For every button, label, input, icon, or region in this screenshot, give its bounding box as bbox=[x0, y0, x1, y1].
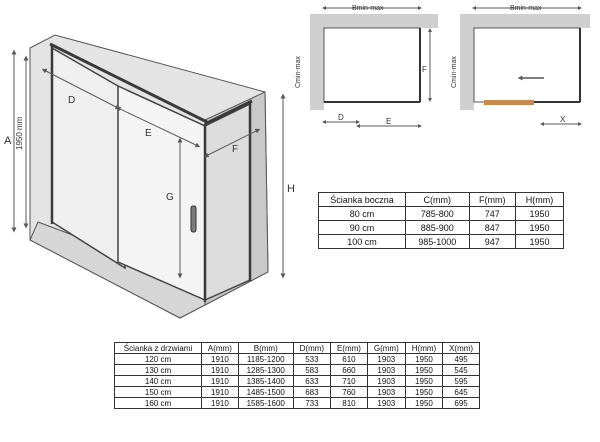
table-cell: 1185-1200 bbox=[238, 354, 293, 365]
dim-label-1950: 1950 mm bbox=[15, 116, 24, 150]
table-cell: 1903 bbox=[367, 365, 405, 376]
table-header-cell: Ścianka boczna bbox=[319, 193, 406, 207]
plan-view-side-panel bbox=[288, 0, 438, 130]
table-cell: 1903 bbox=[367, 376, 405, 387]
table-header-cell: D(mm) bbox=[293, 343, 330, 354]
table-cell: 1903 bbox=[367, 398, 405, 409]
table-cell: 785-800 bbox=[406, 207, 470, 221]
table-row bbox=[319, 207, 564, 221]
dim-label-A: A bbox=[4, 135, 12, 147]
table-cell: 1585-1600 bbox=[238, 398, 293, 409]
table-cell: 1950 bbox=[405, 376, 442, 387]
table-cell: 583 bbox=[293, 365, 330, 376]
plan-left-label-F: F bbox=[422, 65, 427, 74]
table-cell: 847 bbox=[469, 221, 515, 235]
table-cell: 1285-1300 bbox=[238, 365, 293, 376]
table-cell: 985-1000 bbox=[406, 235, 470, 249]
table-cell: 1950 bbox=[516, 221, 564, 235]
plan-right-label-X: X bbox=[560, 115, 566, 124]
wall-top bbox=[460, 14, 590, 28]
table-cell: 760 bbox=[331, 387, 368, 398]
table-cell: 1903 bbox=[367, 387, 405, 398]
plan-right-top-label: Bmin-max bbox=[510, 5, 542, 12]
table-cell: 160 cm bbox=[115, 398, 202, 409]
table-cell: 1950 bbox=[405, 387, 442, 398]
table-cell: 747 bbox=[469, 207, 515, 221]
table-cell: 533 bbox=[293, 354, 330, 365]
table-row bbox=[319, 221, 564, 235]
table-cell: 1950 bbox=[405, 365, 442, 376]
table-row bbox=[115, 354, 480, 365]
table-cell: 1950 bbox=[405, 354, 442, 365]
table-cell: 1950 bbox=[405, 398, 442, 409]
table-cell: 885-900 bbox=[406, 221, 470, 235]
enclosure-outline bbox=[324, 28, 420, 102]
table-cell: 120 cm bbox=[115, 354, 202, 365]
table-cell: 1485-1500 bbox=[238, 387, 293, 398]
table-row bbox=[115, 387, 480, 398]
table-cell: 90 cm bbox=[319, 221, 406, 235]
table-header-cell: G(mm) bbox=[367, 343, 405, 354]
table-cell: 683 bbox=[293, 387, 330, 398]
plan-left-side-label: Cmin-max bbox=[295, 56, 302, 88]
table-cell: 947 bbox=[469, 235, 515, 249]
table-cell: 100 cm bbox=[319, 235, 406, 249]
table-cell: 150 cm bbox=[115, 387, 202, 398]
table-row bbox=[115, 376, 480, 387]
table-cell: 1903 bbox=[367, 354, 405, 365]
wall-left bbox=[310, 14, 324, 110]
table-cell: 545 bbox=[443, 365, 480, 376]
table-cell: 695 bbox=[443, 398, 480, 409]
table-cell: 660 bbox=[331, 365, 368, 376]
shower-perspective-drawing bbox=[0, 0, 310, 330]
wall-left bbox=[460, 14, 474, 110]
plan-left-top-label: Bmin-max bbox=[352, 5, 384, 12]
table-header-cell: C(mm) bbox=[406, 193, 470, 207]
plan-right-side-label: Cmin-max bbox=[451, 56, 458, 88]
table-header-cell: A(mm) bbox=[202, 343, 239, 354]
table-cell: 1910 bbox=[202, 365, 239, 376]
table-cell: 633 bbox=[293, 376, 330, 387]
plan-left-label-D: D bbox=[338, 113, 344, 122]
table-cell: 495 bbox=[443, 354, 480, 365]
table-cell: 1910 bbox=[202, 387, 239, 398]
table-cell: 645 bbox=[443, 387, 480, 398]
dim-label-D: D bbox=[68, 95, 76, 106]
dim-label-G: G bbox=[166, 192, 174, 203]
table-cell: 810 bbox=[331, 398, 368, 409]
table-cell: 610 bbox=[331, 354, 368, 365]
table-cell: 1910 bbox=[202, 398, 239, 409]
table-header-cell: X(mm) bbox=[443, 343, 480, 354]
table-header-cell: B(mm) bbox=[238, 343, 293, 354]
table-row bbox=[319, 235, 564, 249]
table-header-row bbox=[115, 343, 480, 354]
table-cell: 595 bbox=[443, 376, 480, 387]
table-header-cell: Ścianka z drzwiami bbox=[115, 343, 202, 354]
table-header-cell: E(mm) bbox=[331, 343, 368, 354]
table-cell: 1910 bbox=[202, 376, 239, 387]
plan-left-label-E: E bbox=[386, 117, 392, 126]
wall-top bbox=[310, 14, 438, 28]
side-glass-panel bbox=[205, 104, 250, 300]
enclosure-outline bbox=[474, 28, 580, 102]
table-cell: 130 cm bbox=[115, 365, 202, 376]
dim-label-H: H bbox=[287, 183, 295, 195]
table-cell: 1385-1400 bbox=[238, 376, 293, 387]
table-cell: 1910 bbox=[202, 354, 239, 365]
table-cell: 1950 bbox=[516, 235, 564, 249]
door-panel-table bbox=[114, 342, 480, 409]
table-cell: 710 bbox=[331, 376, 368, 387]
table-header-cell: H(mm) bbox=[405, 343, 442, 354]
table-cell: 140 cm bbox=[115, 376, 202, 387]
table-header-cell: F(mm) bbox=[469, 193, 515, 207]
table-cell: 80 cm bbox=[319, 207, 406, 221]
table-cell: 733 bbox=[293, 398, 330, 409]
table-row bbox=[115, 398, 480, 409]
dim-label-E: E bbox=[145, 128, 152, 139]
table-row bbox=[115, 365, 480, 376]
open-door-handle-zone bbox=[484, 100, 534, 105]
table-header-cell: H(mm) bbox=[516, 193, 564, 207]
dim-label-F: F bbox=[232, 144, 239, 155]
table-cell: 1950 bbox=[516, 207, 564, 221]
side-panel-table bbox=[318, 192, 564, 249]
door-handle-icon bbox=[191, 206, 196, 232]
plan-view-sliding-door bbox=[448, 0, 598, 130]
table-header-row bbox=[319, 193, 564, 207]
